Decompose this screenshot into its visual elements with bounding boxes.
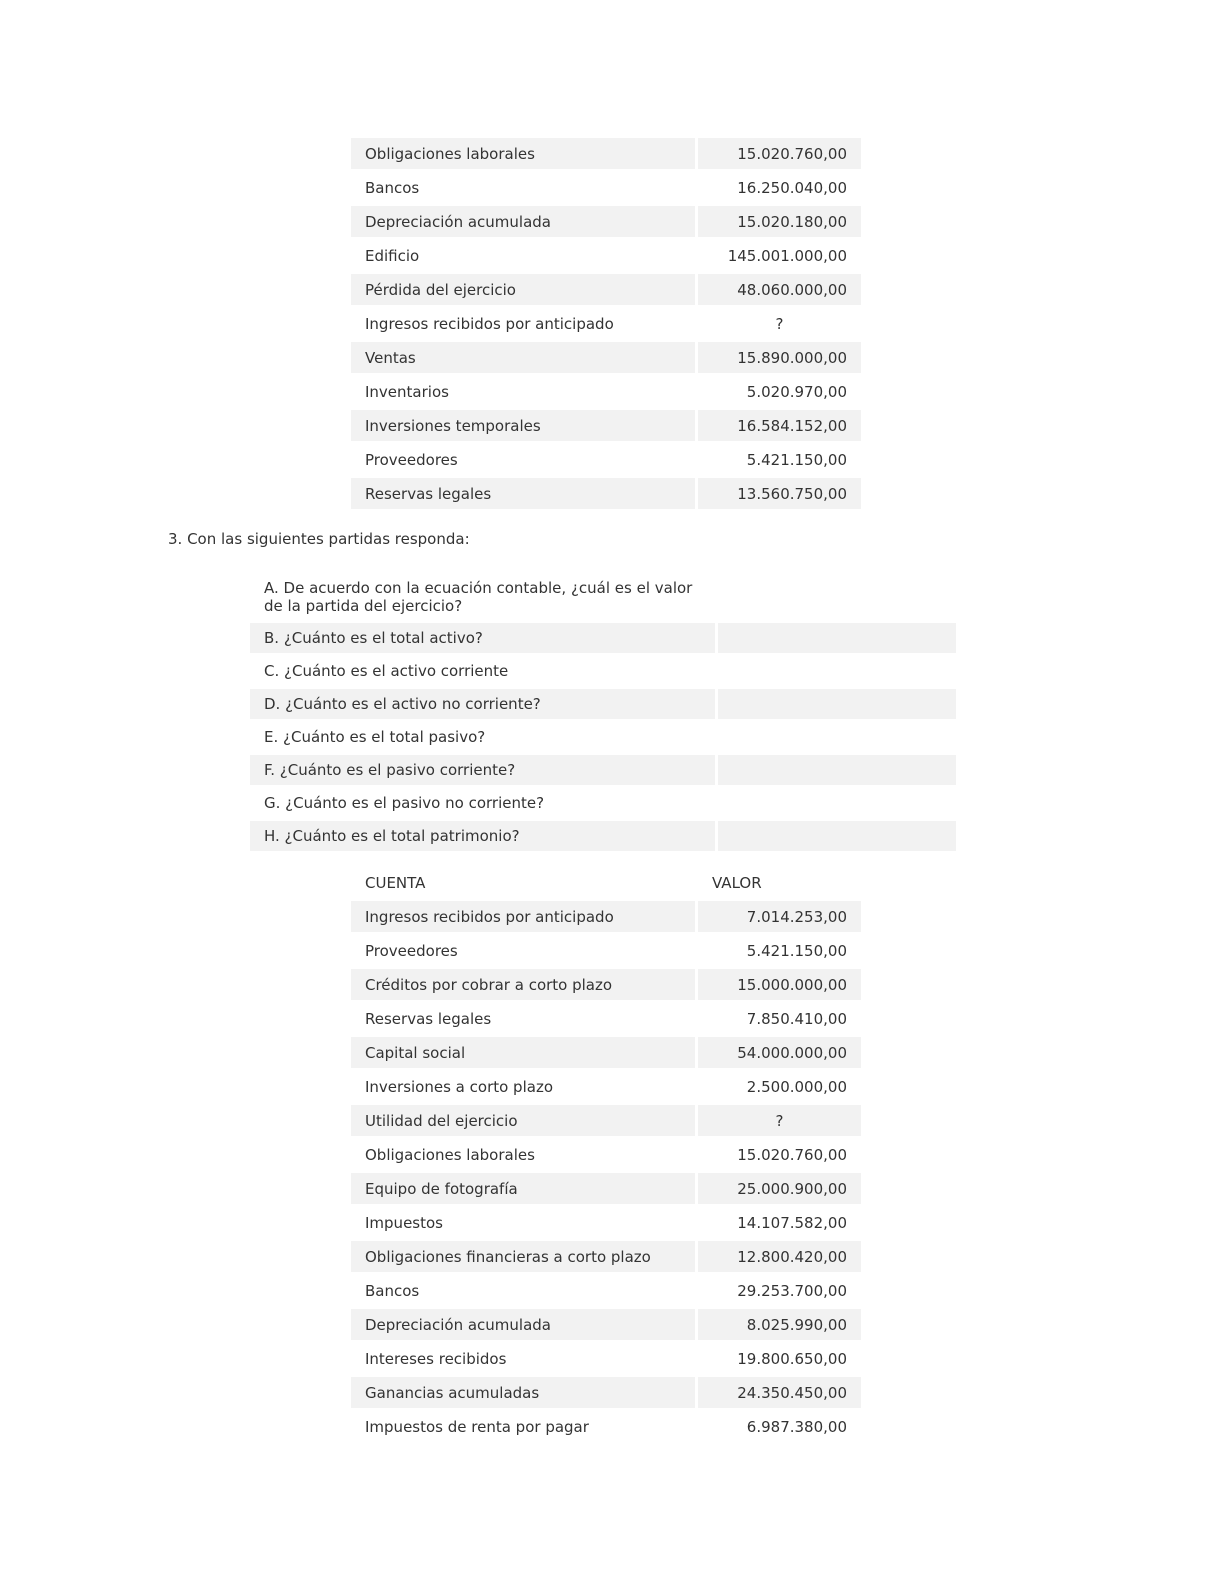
header-cuenta: CUENTA	[350, 866, 697, 900]
account-name: Depreciación acumulada	[350, 1308, 697, 1342]
table-row	[350, 1410, 863, 1444]
account-name: Obligaciones laborales	[350, 137, 697, 171]
table-row	[350, 171, 863, 205]
account-name: Ingresos recibidos por anticipado	[350, 900, 697, 934]
accounts-value-body	[350, 900, 863, 1444]
question-row	[249, 622, 958, 655]
account-name: Edificio	[350, 239, 697, 273]
table-row	[350, 307, 863, 341]
table-row	[350, 1070, 863, 1104]
account-name: Bancos	[350, 171, 697, 205]
table-row	[350, 1138, 863, 1172]
table-row	[350, 1206, 863, 1240]
question-text: B. ¿Cuánto es el total activo?	[249, 622, 717, 655]
table-row	[350, 477, 863, 511]
answer-cell[interactable]	[716, 820, 957, 853]
account-name: Créditos por cobrar a corto plazo	[350, 968, 697, 1002]
table-row	[350, 968, 863, 1002]
table-row	[350, 1274, 863, 1308]
account-value: 16.584.152,00	[697, 409, 863, 443]
account-name: Ventas	[350, 341, 697, 375]
table-row	[350, 1308, 863, 1342]
account-value: 16.250.040,00	[697, 171, 863, 205]
account-value: 12.800.420,00	[697, 1240, 863, 1274]
account-name: Reservas legales	[350, 1002, 697, 1036]
account-value: 15.890.000,00	[697, 341, 863, 375]
account-name: Equipo de fotografía	[350, 1172, 697, 1206]
question-row	[249, 721, 958, 754]
account-value: 54.000.000,00	[697, 1036, 863, 1070]
account-name: Reservas legales	[350, 477, 697, 511]
account-value: 145.001.000,00	[697, 239, 863, 273]
account-value: 2.500.000,00	[697, 1070, 863, 1104]
account-value: ?	[697, 1104, 863, 1138]
account-name: Inventarios	[350, 375, 697, 409]
answer-cell[interactable]	[716, 754, 957, 787]
account-name: Inversiones temporales	[350, 409, 697, 443]
account-name: Pérdida del ejercicio	[350, 273, 697, 307]
table-row	[350, 1002, 863, 1036]
account-value: 29.253.700,00	[697, 1274, 863, 1308]
account-value: 5.421.150,00	[697, 443, 863, 477]
table-row	[350, 900, 863, 934]
questions-table	[247, 571, 959, 854]
account-name: Obligaciones financieras a corto plazo	[350, 1240, 697, 1274]
table-row	[350, 1036, 863, 1070]
account-name: Intereses recibidos	[350, 1342, 697, 1376]
account-name: Ganancias acumuladas	[350, 1376, 697, 1410]
question-text: F. ¿Cuánto es el pasivo corriente?	[249, 754, 717, 787]
account-value: ?	[697, 307, 863, 341]
table-row	[350, 1342, 863, 1376]
section-heading: 3. Con las siguientes partidas responda:	[168, 530, 470, 548]
account-value: 7.850.410,00	[697, 1002, 863, 1036]
answer-cell[interactable]	[716, 622, 957, 655]
account-value: 7.014.253,00	[697, 900, 863, 934]
question-row	[249, 787, 958, 820]
table-row	[350, 1172, 863, 1206]
table-row	[350, 273, 863, 307]
table-row	[350, 341, 863, 375]
table-row	[350, 137, 863, 171]
account-value: 8.025.990,00	[697, 1308, 863, 1342]
table-header-row	[350, 866, 863, 900]
question-text: C. ¿Cuánto es el activo corriente	[249, 655, 717, 688]
question-text: A. De acuerdo con la ecuación contable, ¿cuál es el valor de la partida del ejercicio?	[249, 573, 717, 622]
account-value: 6.987.380,00	[697, 1410, 863, 1444]
account-name: Ingresos recibidos por anticipado	[350, 307, 697, 341]
table-row	[350, 1376, 863, 1410]
answer-cell[interactable]	[716, 573, 957, 622]
account-value: 14.107.582,00	[697, 1206, 863, 1240]
account-value: 15.000.000,00	[697, 968, 863, 1002]
account-name: Depreciación acumulada	[350, 205, 697, 239]
account-value: 19.800.650,00	[697, 1342, 863, 1376]
account-value: 15.020.180,00	[697, 205, 863, 239]
account-name: Impuestos	[350, 1206, 697, 1240]
question-row	[249, 688, 958, 721]
account-name: Impuestos de renta por pagar	[350, 1410, 697, 1444]
account-name: Proveedores	[350, 443, 697, 477]
questions-body	[249, 573, 958, 853]
answer-cell[interactable]	[716, 655, 957, 688]
table-row	[350, 934, 863, 968]
account-value: 5.020.970,00	[697, 375, 863, 409]
account-value: 25.000.900,00	[697, 1172, 863, 1206]
table-row	[350, 1104, 863, 1138]
question-row	[249, 573, 958, 622]
question-text: E. ¿Cuánto es el total pasivo?	[249, 721, 717, 754]
account-name: Utilidad del ejercicio	[350, 1104, 697, 1138]
account-value: 24.350.450,00	[697, 1376, 863, 1410]
table-row	[350, 239, 863, 273]
account-value: 48.060.000,00	[697, 273, 863, 307]
account-value: 5.421.150,00	[697, 934, 863, 968]
question-row	[249, 754, 958, 787]
account-name: Obligaciones laborales	[350, 1138, 697, 1172]
question-row	[249, 655, 958, 688]
question-text: D. ¿Cuánto es el activo no corriente?	[249, 688, 717, 721]
table-row	[350, 205, 863, 239]
table-row	[350, 375, 863, 409]
table-row	[350, 443, 863, 477]
account-name: Bancos	[350, 1274, 697, 1308]
question-text: G. ¿Cuánto es el pasivo no corriente?	[249, 787, 717, 820]
answer-cell[interactable]	[716, 721, 957, 754]
account-value: 15.020.760,00	[697, 137, 863, 171]
answer-cell[interactable]	[716, 688, 957, 721]
account-value: 13.560.750,00	[697, 477, 863, 511]
table-row	[350, 409, 863, 443]
account-name: Proveedores	[350, 934, 697, 968]
question-text: H. ¿Cuánto es el total patrimonio?	[249, 820, 717, 853]
account-value: 15.020.760,00	[697, 1138, 863, 1172]
account-balances-table	[348, 135, 864, 512]
question-row	[249, 820, 958, 853]
account-name: Inversiones a corto plazo	[350, 1070, 697, 1104]
table-row	[350, 1240, 863, 1274]
header-valor: VALOR	[697, 866, 863, 900]
accounts-value-table	[348, 864, 864, 1445]
account-name: Capital social	[350, 1036, 697, 1070]
account-balances-body	[350, 137, 863, 511]
answer-cell[interactable]	[716, 787, 957, 820]
